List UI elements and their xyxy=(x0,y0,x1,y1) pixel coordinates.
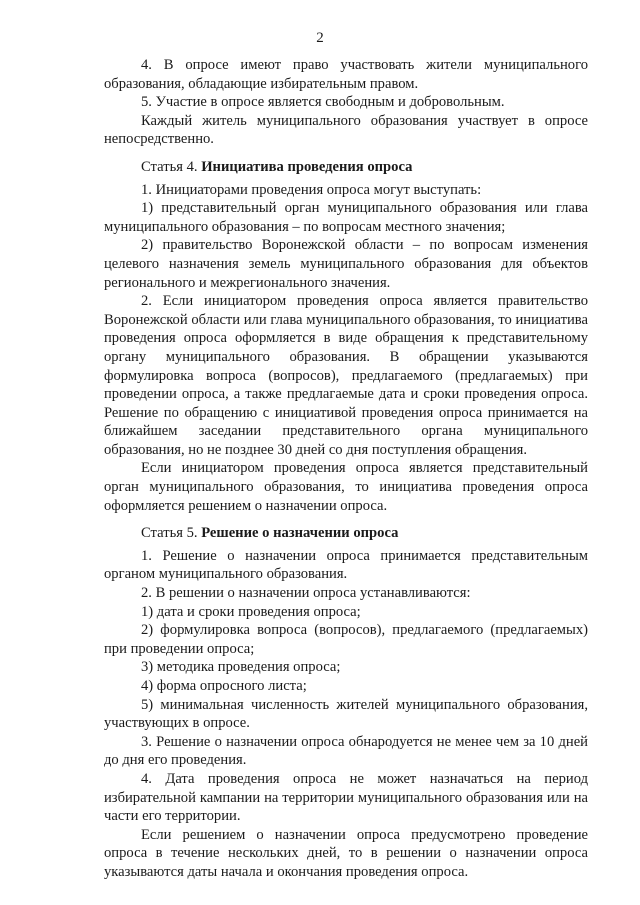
article-4-title: Инициатива проведения опроса xyxy=(201,158,413,175)
paragraph: 1. Инициаторами проведения опроса могут выступать: xyxy=(141,181,482,198)
paragraph: 1. Решение о назначении опроса принимается представительным органом муниципального образования. xyxy=(104,547,588,583)
article-5-title: Решение о назначении опроса xyxy=(201,525,399,542)
paragraph: 1) представительный орган муниципального образования или глава муниципального образования – по вопросам местного значения; xyxy=(104,200,588,235)
paragraph: Если решением о назначении опроса предусмотрено проведение опроса в течение нескольких дней, то в решении о назначении опроса указываются даты начала и окончания проведения опроса. xyxy=(104,826,588,880)
article-4-heading xyxy=(104,158,588,177)
paragraph: 2. Если инициатором проведения опроса является правительство Воронежской области или глава муниципального образования, то инициатива проведения опроса оформляется в виде обращения к представительному органу муниципального образования. В обращении указываются формулировка вопроса (вопросов), предлагаемого (предлагаемых) при проведении опроса, а также предлагаемые дата и сроки проведения опроса. Решение по обращению с инициативой проведения опроса принимается на ближайшем заседании представительного органа муниципального образования, но не позднее 30 дней со дня поступления обращения. xyxy=(104,293,588,458)
paragraph: 4) форма опросного листа; xyxy=(141,678,307,694)
paragraph: Каждый житель муниципального образования участвует в опросе непосредственно. xyxy=(104,112,588,148)
paragraph: 2. В решении о назначении опроса устанавливаются: xyxy=(141,585,471,602)
page-number: 2 xyxy=(316,30,324,46)
article-4-prefix: Статья 4. xyxy=(141,158,202,175)
paragraph: Если инициатором проведения опроса является представительный орган муниципального образования, то инициатива проведения опроса оформляется решением о назначении опроса. xyxy=(104,460,588,514)
article-5-prefix: Статья 5. xyxy=(141,525,202,542)
article-5-heading xyxy=(104,524,588,543)
paragraph: 5) минимальная численность жителей муниципального образования, участвующих в опросе. xyxy=(104,696,588,732)
paragraph: 2) формулировка вопроса (вопросов), предлагаемого (предлагаемых) при проведении опроса; xyxy=(104,622,588,657)
paragraph: 3) методика проведения опроса; xyxy=(141,659,341,676)
paragraph: 5. Участие в опросе является свободным и добровольным. xyxy=(141,94,505,111)
paragraph: 2) правительство Воронежской области – по вопросам изменения целевого назначения земель муниципального образования для объектов регионального и межрегионального значения. xyxy=(104,237,588,291)
paragraph: 3. Решение о назначении опроса обнародуется не менее чем за 10 дней до дня его проведения. xyxy=(104,733,588,769)
paragraph: 4. В опросе имеют право участвовать жители муниципального образования, обладающие избирательным правом. xyxy=(104,57,588,92)
document-body xyxy=(104,56,588,882)
paragraph: 1) дата и сроки проведения опроса; xyxy=(141,603,361,620)
paragraph: 4. Дата проведения опроса не может назначаться на период избирательной кампании на территории муниципального образования или на части его территории. xyxy=(104,770,588,825)
